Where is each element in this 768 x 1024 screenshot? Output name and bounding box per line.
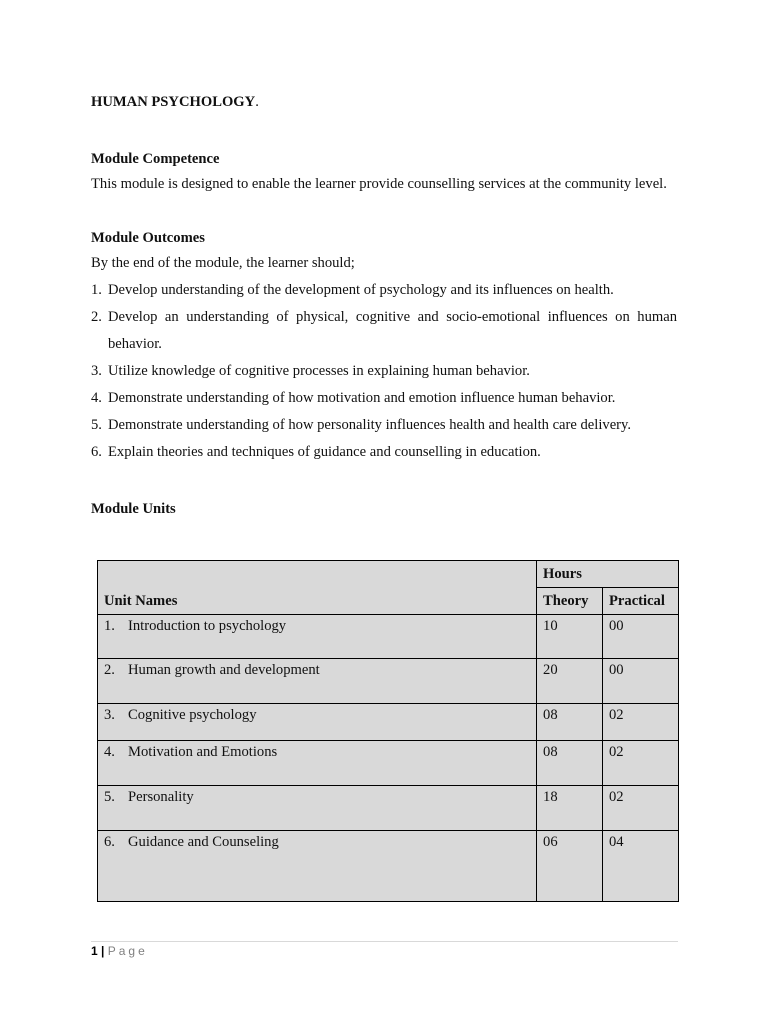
units-heading: Module Units	[91, 501, 176, 517]
outcome-text: Explain theories and techniques of guidance and counselling in education.	[108, 444, 541, 460]
outcome-item	[91, 304, 677, 358]
theory-hours: 10	[537, 615, 603, 659]
table-row	[98, 659, 679, 704]
outcomes-list	[91, 277, 677, 466]
theory-hours: 18	[537, 786, 603, 831]
outcome-text: Utilize knowledge of cognitive processes in explaining human behavior.	[108, 363, 530, 379]
unit-name: Introduction to psychology	[128, 618, 287, 634]
page-number: 1	[91, 944, 98, 958]
unit-number: 5.	[104, 789, 115, 805]
outcome-item	[91, 439, 677, 466]
unit-name: Cognitive psychology	[128, 707, 257, 723]
unit-name-cell	[98, 615, 537, 659]
outcome-number: 4.	[91, 390, 102, 406]
unit-name-cell	[98, 786, 537, 831]
competence-heading: Module Competence	[91, 151, 220, 167]
theory-hours: 20	[537, 659, 603, 704]
outcomes-heading: Module Outcomes	[91, 230, 205, 246]
unit-number: 6.	[104, 834, 115, 850]
practical-hours: 02	[603, 704, 679, 741]
document-title-text: HUMAN PSYCHOLOGY	[91, 94, 256, 110]
outcome-number: 3.	[91, 363, 102, 379]
module-units-table	[97, 560, 679, 902]
unit-name: Personality	[128, 789, 194, 805]
unit-number: 1.	[104, 618, 115, 634]
theory-hours: 06	[537, 831, 603, 902]
unit-number: 2.	[104, 662, 115, 678]
footer-divider	[91, 941, 678, 942]
theory-hours: 08	[537, 741, 603, 786]
header-unit-names: Unit Names	[98, 588, 537, 615]
table-row	[98, 786, 679, 831]
outcome-text: Develop understanding of the development of psychology and its influences on health.	[108, 282, 614, 298]
competence-text: This module is designed to enable the learner provide counselling services at the community level.	[91, 176, 667, 192]
header-theory: Theory	[537, 588, 603, 615]
header-hours: Hours	[537, 561, 679, 588]
outcome-text: Demonstrate understanding of how personality influences health and health care delivery.	[108, 417, 632, 433]
document-title-suffix: .	[255, 94, 259, 110]
table-row	[98, 741, 679, 786]
table-header-row-hours	[98, 561, 679, 588]
unit-name-cell	[98, 704, 537, 741]
unit-name-cell	[98, 659, 537, 704]
unit-name: Human growth and development	[128, 662, 320, 678]
table-row	[98, 615, 679, 659]
unit-name-cell	[98, 741, 537, 786]
outcome-text: Demonstrate understanding of how motivation and emotion influence human behavior.	[108, 390, 616, 406]
outcome-number: 6.	[91, 444, 102, 460]
document-title	[91, 92, 677, 112]
outcome-item	[91, 385, 677, 412]
outcome-number: 1.	[91, 282, 102, 298]
page-label: Page	[107, 944, 148, 958]
unit-number: 4.	[104, 744, 115, 760]
table-row	[98, 831, 679, 902]
document-body	[91, 92, 677, 519]
practical-hours: 00	[603, 615, 679, 659]
outcome-text: Develop an understanding of physical, cognitive and socio-emotional influences on human behavior.	[108, 309, 677, 352]
footer-separator: |	[101, 944, 105, 958]
unit-number: 3.	[104, 707, 115, 723]
table-header-row-columns	[98, 588, 679, 615]
outcome-number: 5.	[91, 417, 102, 433]
theory-hours: 08	[537, 704, 603, 741]
outcomes-intro: By the end of the module, the learner should;	[91, 255, 355, 271]
practical-hours: 00	[603, 659, 679, 704]
outcome-item	[91, 412, 677, 439]
table-row	[98, 704, 679, 741]
page-footer	[91, 943, 148, 959]
unit-name: Guidance and Counseling	[128, 834, 279, 850]
practical-hours: 02	[603, 741, 679, 786]
outcome-item	[91, 277, 677, 304]
outcome-number: 2.	[91, 309, 102, 325]
practical-hours: 04	[603, 831, 679, 902]
unit-name-cell	[98, 831, 537, 902]
header-practical: Practical	[603, 588, 679, 615]
unit-name: Motivation and Emotions	[128, 744, 278, 760]
header-empty-cell	[98, 561, 537, 588]
practical-hours: 02	[603, 786, 679, 831]
outcome-item	[91, 358, 677, 385]
